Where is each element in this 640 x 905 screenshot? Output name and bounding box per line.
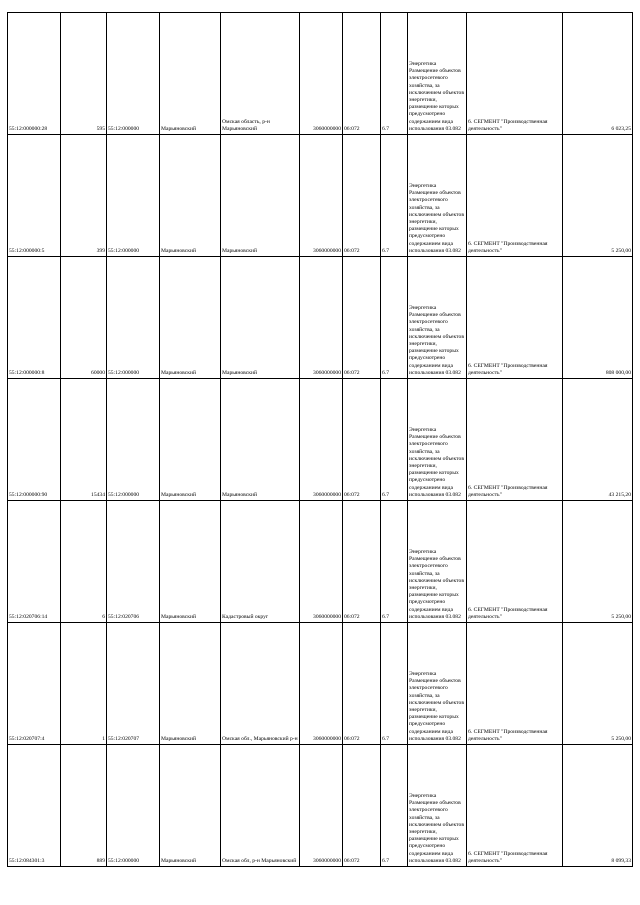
district-cell: Марьяновский	[160, 135, 221, 257]
area-cell: 15434	[61, 379, 107, 501]
use-code-cell: 06:072	[343, 623, 381, 745]
group-code-cell: 6.7	[381, 257, 408, 379]
use-code-cell: 06:072	[343, 257, 381, 379]
locality-cell: Омская область, р-н Марьяновский	[221, 13, 300, 135]
table-row	[8, 501, 633, 623]
district-cell: Марьяновский	[160, 379, 221, 501]
district-cell: Марьяновский	[160, 257, 221, 379]
segment-cell: 6. СЕГМЕНТ "Производственная деятельность"	[467, 135, 563, 257]
use-code-cell: 06:072	[343, 501, 381, 623]
group-code-cell: 6.7	[381, 501, 408, 623]
cadastral-value-cell: 6 023,25	[563, 13, 633, 135]
cadastral-number-cell: 55:12:020707:4	[8, 623, 61, 745]
group-code-cell: 6.7	[381, 745, 408, 867]
area-cell: 399	[61, 135, 107, 257]
cadastral-number-cell: 55:12:000000:5	[8, 135, 61, 257]
cadastral-value-cell: 808 000,00	[563, 257, 633, 379]
locality-cell: Марьяновский	[221, 379, 300, 501]
table-row	[8, 13, 633, 135]
cadastral-value-cell: 5 250,00	[563, 501, 633, 623]
oktmo-cell: 3060000000	[300, 13, 343, 135]
use-code-cell: 06:072	[343, 13, 381, 135]
permitted-use-cell: Энергетика Размещение объектов электросетевого хозяйства, за исключением объектов энергетики, размещение которых предусмотрено содержанием вида использования 03.082	[408, 745, 467, 867]
segment-cell: 6. СЕГМЕНТ "Производственная деятельность"	[467, 13, 563, 135]
cadastral-number-cell: 55:12:020706:14	[8, 501, 61, 623]
group-code-cell: 6.7	[381, 623, 408, 745]
district-cell: Марьяновский	[160, 501, 221, 623]
oktmo-cell: 3060000000	[300, 135, 343, 257]
permitted-use-cell: Энергетика Размещение объектов электросетевого хозяйства, за исключением объектов энергетики, размещение которых предусмотрено содержанием вида использования 03.082	[408, 257, 467, 379]
area-cell: 1	[61, 623, 107, 745]
permitted-use-cell: Энергетика Размещение объектов электросетевого хозяйства, за исключением объектов энергетики, размещение которых предусмотрено содержанием вида использования 03.082	[408, 623, 467, 745]
land-plots-table	[7, 12, 633, 867]
cadastral-number-cell: 55:12:000000:90	[8, 379, 61, 501]
group-code-cell: 6.7	[381, 135, 408, 257]
oktmo-cell: 3060000000	[300, 257, 343, 379]
district-cell: Марьяновский	[160, 13, 221, 135]
segment-cell: 6. СЕГМЕНТ "Производственная деятельность"	[467, 745, 563, 867]
table-row	[8, 623, 633, 745]
group-code-cell: 6.7	[381, 13, 408, 135]
use-code-cell: 06:072	[343, 135, 381, 257]
cadastral-value-cell: 43 215,20	[563, 379, 633, 501]
locality-cell: Кадастровый округ	[221, 501, 300, 623]
locality-cell: Омская обл., Марьяновский р-н	[221, 623, 300, 745]
cadastral-quarter-cell: 55:12:020706	[107, 501, 160, 623]
segment-cell: 6. СЕГМЕНТ "Производственная деятельность"	[467, 501, 563, 623]
area-cell: 6	[61, 501, 107, 623]
cadastral-quarter-cell: 55:12:000000	[107, 379, 160, 501]
table-row	[8, 257, 633, 379]
locality-cell: Марьяновский	[221, 257, 300, 379]
locality-cell: Марьяновский	[221, 135, 300, 257]
cadastral-quarter-cell: 55:12:000000	[107, 135, 160, 257]
permitted-use-cell: Энергетика Размещение объектов электросетевого хозяйства, за исключением объектов энергетики, размещение которых предусмотрено содержанием вида использования 03.082	[408, 135, 467, 257]
cadastral-number-cell: 55:12:000000:8	[8, 257, 61, 379]
cadastral-quarter-cell: 55:12:000000	[107, 13, 160, 135]
oktmo-cell: 3060000000	[300, 501, 343, 623]
cadastral-quarter-cell: 55:12:000000	[107, 257, 160, 379]
district-cell: Марьяновский	[160, 745, 221, 867]
district-cell: Марьяновский	[160, 623, 221, 745]
locality-cell: Омская обл, р-н Марьяновский	[221, 745, 300, 867]
segment-cell: 6. СЕГМЕНТ "Производственная деятельность"	[467, 257, 563, 379]
oktmo-cell: 3060000000	[300, 745, 343, 867]
segment-cell: 6. СЕГМЕНТ "Производственная деятельность"	[467, 379, 563, 501]
oktmo-cell: 3060000000	[300, 623, 343, 745]
cadastral-value-cell: 5 250,00	[563, 135, 633, 257]
permitted-use-cell: Энергетика Размещение объектов электросетевого хозяйства, за исключением объектов энергетики, размещение которых предусмотрено содержанием вида использования 03.082	[408, 13, 467, 135]
cadastral-quarter-cell: 55:12:000000	[107, 745, 160, 867]
table-row	[8, 379, 633, 501]
area-cell: 60000	[61, 257, 107, 379]
table-row	[8, 745, 633, 867]
area-cell: 595	[61, 13, 107, 135]
table-row	[8, 135, 633, 257]
permitted-use-cell: Энергетика Размещение объектов электросетевого хозяйства, за исключением объектов энергетики, размещение которых предусмотрено содержанием вида использования 03.082	[408, 379, 467, 501]
group-code-cell: 6.7	[381, 379, 408, 501]
use-code-cell: 06:072	[343, 379, 381, 501]
cadastral-value-cell: 5 250,00	[563, 623, 633, 745]
cadastral-quarter-cell: 55:12:020707	[107, 623, 160, 745]
segment-cell: 6. СЕГМЕНТ "Производственная деятельность"	[467, 623, 563, 745]
permitted-use-cell: Энергетика Размещение объектов электросетевого хозяйства, за исключением объектов энергетики, размещение которых предусмотрено содержанием вида использования 03.082	[408, 501, 467, 623]
area-cell: 889	[61, 745, 107, 867]
cadastral-number-cell: 55:12:084301:3	[8, 745, 61, 867]
cadastral-number-cell: 55:12:000000:28	[8, 13, 61, 135]
use-code-cell: 06:072	[343, 745, 381, 867]
oktmo-cell: 3060000000	[300, 379, 343, 501]
cadastral-value-cell: 8 099,33	[563, 745, 633, 867]
